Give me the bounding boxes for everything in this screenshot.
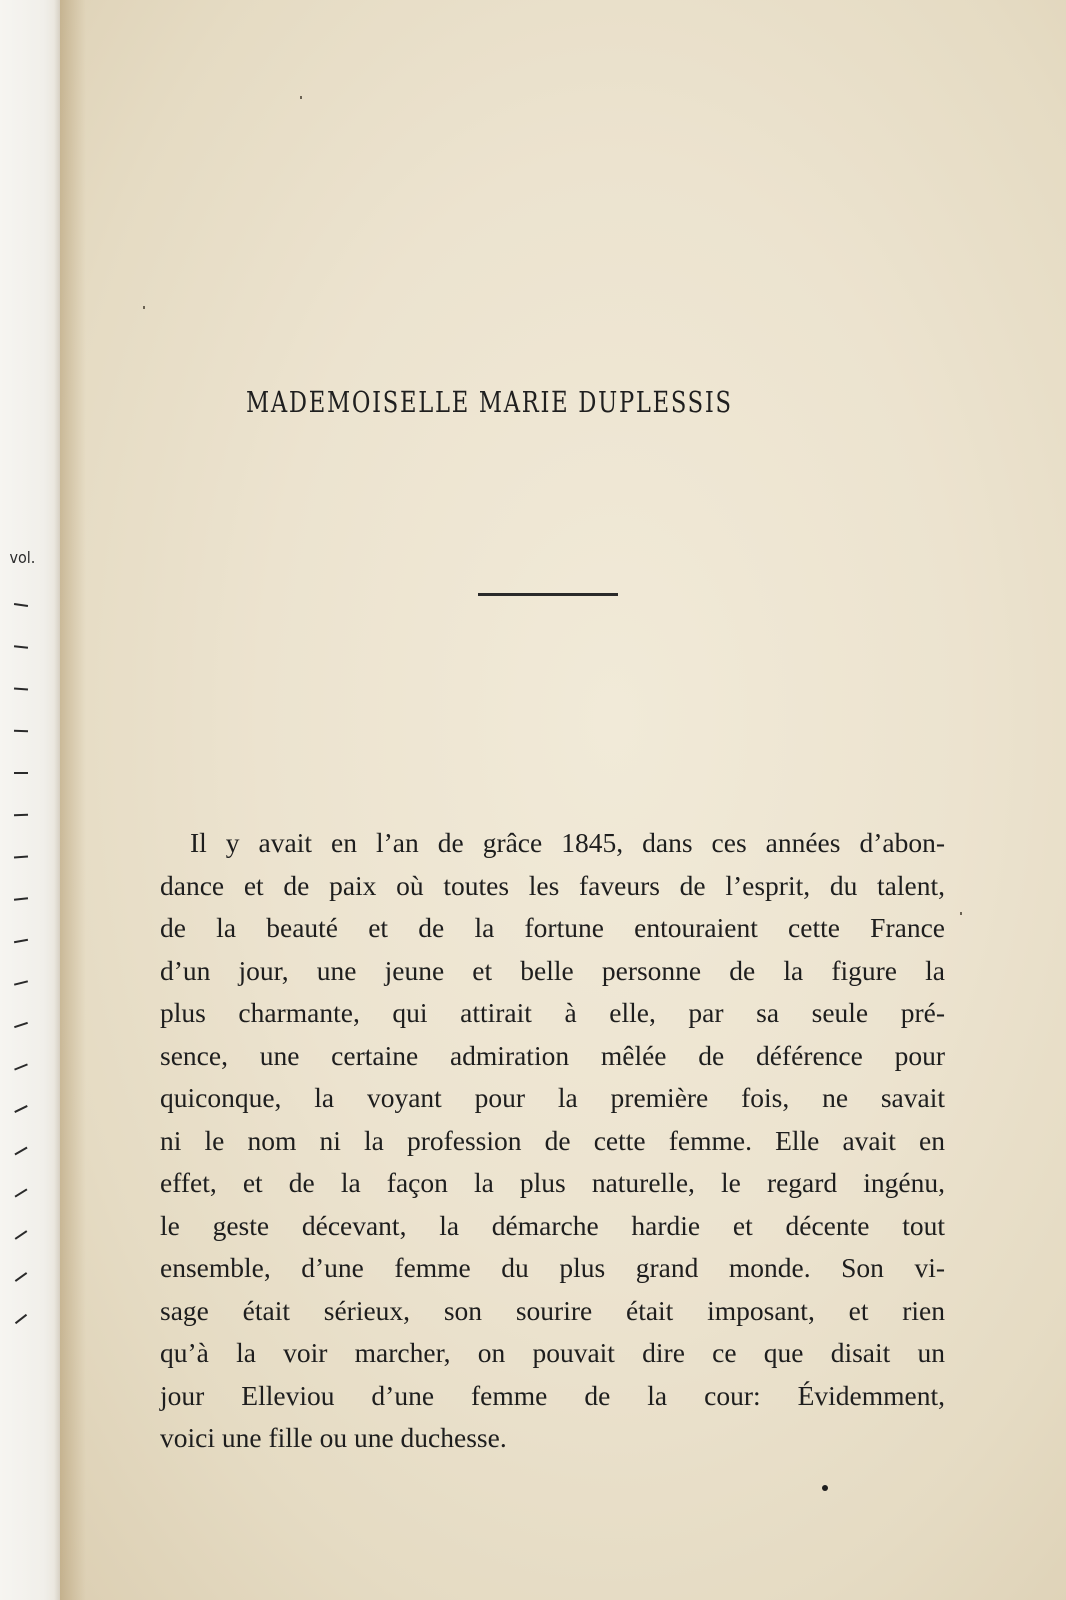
text-line: dance et de paix où toutes les faveurs de l’esprit, du talent, (160, 869, 945, 901)
paper-speck (143, 306, 145, 309)
body-paragraph (160, 822, 945, 1460)
text-line: voici une fille ou une duchesse. (160, 1422, 507, 1453)
facing-page-strip (0, 0, 62, 1600)
text-line: quiconque, la voyant pour la première fois, ne savait (160, 1082, 945, 1113)
text-line: de la beauté et de la fortune entouraient cette France (160, 912, 945, 943)
text-line: qu’à la voir marcher, on pouvait dire ce que disait un (160, 1337, 945, 1368)
margin-tick-mark (14, 730, 28, 732)
margin-strip-label: vol. (9, 548, 36, 567)
text-line: plus charmante, qui attirait à elle, par sa seule pré- (160, 997, 945, 1028)
ink-dot (822, 1485, 828, 1491)
text-line: Il y avait en l’an de grâce 1845, dans ces années d’abon- (190, 827, 945, 858)
page-edge-shadow (60, 0, 86, 1600)
text-line: le geste décevant, la démarche hardie et décente tout (160, 1209, 945, 1241)
chapter-title: MADEMOISELLE MARIE DUPLESSIS (246, 385, 733, 419)
title-rule (478, 593, 618, 596)
text-line: ensemble, d’une femme du plus grand monde. Son vi- (160, 1252, 945, 1283)
text-line: jour Elleviou d’une femme de la cour: Évidemment, (160, 1379, 945, 1411)
text-line: sage était sérieux, son sourire était imposant, et rien (160, 1294, 945, 1326)
text-line: ni le nom ni la profession de cette femme. Elle avait en (160, 1124, 945, 1156)
text-line: sence, une certaine admiration mêlée de déférence pour (160, 1039, 945, 1071)
margin-tick-mark (14, 772, 28, 774)
paper-speck (960, 912, 962, 915)
text-line: d’un jour, une jeune et belle personne de la figure la (160, 954, 945, 986)
paper-speck (300, 96, 302, 99)
text-line: effet, et de la façon la plus naturelle, le regard ingénu, (160, 1167, 945, 1198)
